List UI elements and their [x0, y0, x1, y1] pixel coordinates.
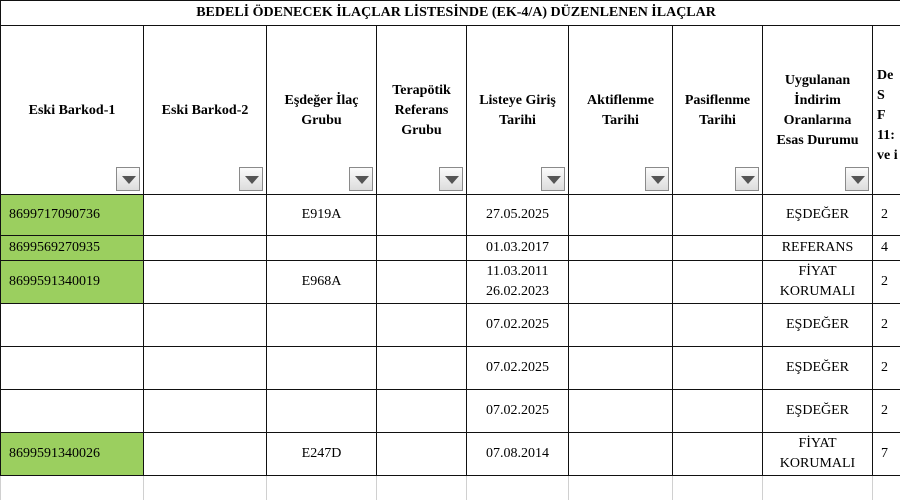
status-cell[interactable]: EŞDEĞER	[763, 195, 873, 236]
active-date-cell[interactable]	[569, 195, 673, 236]
column-header-label: Eski Barkod-1	[28, 103, 116, 118]
group-cell[interactable]	[267, 236, 377, 261]
barcode-1-cell[interactable]	[1, 304, 144, 347]
column-header-label: Terapötik Referans Grubu	[392, 83, 451, 138]
partial-cell[interactable]: 7	[873, 433, 900, 476]
partial-cell[interactable]: 2	[873, 390, 900, 433]
column-header-label: De S F 11: ve i	[877, 68, 898, 163]
barcode-1-cell[interactable]: 8699717090736	[1, 195, 144, 236]
entry-date-cell[interactable]: 07.02.2025	[467, 390, 569, 433]
group-cell[interactable]: E968A	[267, 261, 377, 304]
status-cell[interactable]: EŞDEĞER	[763, 304, 873, 347]
group-cell[interactable]: E919A	[267, 195, 377, 236]
reference-cell[interactable]	[377, 390, 467, 433]
sheet-title: BEDELİ ÖDENECEK İLAÇLAR LİSTESİNDE (EK-4/A) DÜZENLENEN İLAÇLAR	[1, 1, 900, 26]
column-header-indirim-esas-durumu	[763, 26, 873, 195]
table-row	[1, 433, 900, 476]
filter-dropdown-icon[interactable]	[116, 167, 140, 191]
active-date-cell[interactable]	[569, 261, 673, 304]
reference-cell[interactable]	[377, 304, 467, 347]
empty-cell[interactable]	[144, 476, 267, 500]
column-header-terapotik-referans-grubu	[377, 26, 467, 195]
group-cell[interactable]	[267, 347, 377, 390]
barcode-2-cell[interactable]	[144, 304, 267, 347]
partial-cell[interactable]: 2	[873, 261, 900, 304]
empty-cell[interactable]	[467, 476, 569, 500]
barcode-2-cell[interactable]	[144, 261, 267, 304]
column-header-pasiflenme-tarihi	[673, 26, 763, 195]
column-header-partial	[873, 26, 900, 195]
column-header-label: Eşdeğer İlaç Grubu	[284, 93, 359, 128]
empty-cell[interactable]	[873, 476, 900, 500]
filter-dropdown-icon[interactable]	[735, 167, 759, 191]
reference-cell[interactable]	[377, 195, 467, 236]
filter-dropdown-icon[interactable]	[541, 167, 565, 191]
column-header-eski-barkod-1	[1, 26, 144, 195]
column-header-esdeger-ilac-grubu	[267, 26, 377, 195]
column-header-aktiflenme-tarihi	[569, 26, 673, 195]
filter-dropdown-icon[interactable]	[349, 167, 373, 191]
empty-cell[interactable]	[569, 476, 673, 500]
reference-cell[interactable]	[377, 433, 467, 476]
table-row	[1, 347, 900, 390]
partial-cell[interactable]: 2	[873, 195, 900, 236]
barcode-1-cell[interactable]	[1, 390, 144, 433]
passive-date-cell[interactable]	[673, 433, 763, 476]
partial-cell[interactable]: 2	[873, 347, 900, 390]
table-row-empty	[1, 476, 900, 500]
partial-cell[interactable]: 4	[873, 236, 900, 261]
column-header-listeye-giris-tarihi	[467, 26, 569, 195]
active-date-cell[interactable]	[569, 390, 673, 433]
barcode-2-cell[interactable]	[144, 195, 267, 236]
empty-cell[interactable]	[267, 476, 377, 500]
empty-cell[interactable]	[673, 476, 763, 500]
active-date-cell[interactable]	[569, 304, 673, 347]
status-cell[interactable]: REFERANS	[763, 236, 873, 261]
entry-date-cell[interactable]: 01.03.2017	[467, 236, 569, 261]
status-cell[interactable]: EŞDEĞER	[763, 390, 873, 433]
reference-cell[interactable]	[377, 236, 467, 261]
column-header-label: Pasiflenme Tarihi	[684, 93, 751, 128]
barcode-1-cell[interactable]	[1, 347, 144, 390]
status-cell[interactable]: EŞDEĞER	[763, 347, 873, 390]
empty-cell[interactable]	[377, 476, 467, 500]
filter-dropdown-icon[interactable]	[645, 167, 669, 191]
active-date-cell[interactable]	[569, 433, 673, 476]
column-header-label: Listeye Giriş Tarihi	[479, 93, 556, 128]
table-row	[1, 390, 900, 433]
group-cell[interactable]: E247D	[267, 433, 377, 476]
barcode-2-cell[interactable]	[144, 236, 267, 261]
entry-date-cell[interactable]: 07.08.2014	[467, 433, 569, 476]
entry-date-cell[interactable]: 27.05.2025	[467, 195, 569, 236]
column-header-label: Uygulanan İndirim Oranlarına Esas Durumu	[776, 73, 859, 148]
column-header-label: Eski Barkod-2	[161, 103, 249, 118]
group-cell[interactable]	[267, 390, 377, 433]
filter-dropdown-icon[interactable]	[845, 167, 869, 191]
barcode-2-cell[interactable]	[144, 433, 267, 476]
entry-date-cell[interactable]: 07.02.2025	[467, 304, 569, 347]
group-cell[interactable]	[267, 304, 377, 347]
empty-cell[interactable]	[763, 476, 873, 500]
filter-dropdown-icon[interactable]	[239, 167, 263, 191]
reference-cell[interactable]	[377, 261, 467, 304]
entry-date-cell[interactable]: 07.02.2025	[467, 347, 569, 390]
status-cell[interactable]: FİYAT KORUMALI	[763, 433, 873, 476]
passive-date-cell[interactable]	[673, 236, 763, 261]
table-row	[1, 304, 900, 347]
barcode-2-cell[interactable]	[144, 347, 267, 390]
reference-cell[interactable]	[377, 347, 467, 390]
status-cell[interactable]: FİYAT KORUMALI	[763, 261, 873, 304]
active-date-cell[interactable]	[569, 236, 673, 261]
barcode-1-cell[interactable]: 8699591340026	[1, 433, 144, 476]
table-row	[1, 261, 900, 304]
filter-dropdown-icon[interactable]	[439, 167, 463, 191]
partial-cell[interactable]: 2	[873, 304, 900, 347]
column-header-eski-barkod-2	[144, 26, 267, 195]
empty-cell[interactable]	[1, 476, 144, 500]
barcode-1-cell[interactable]: 8699591340019	[1, 261, 144, 304]
table-row	[1, 195, 900, 236]
passive-date-cell[interactable]	[673, 390, 763, 433]
header-row	[1, 26, 900, 195]
table-row	[1, 236, 900, 261]
barcode-2-cell[interactable]	[144, 390, 267, 433]
column-header-label: Aktiflenme Tarihi	[587, 93, 654, 128]
passive-date-cell[interactable]	[673, 304, 763, 347]
active-date-cell[interactable]	[569, 347, 673, 390]
entry-date-cell[interactable]: 11.03.2011 26.02.2023	[467, 261, 569, 304]
passive-date-cell[interactable]	[673, 261, 763, 304]
passive-date-cell[interactable]	[673, 347, 763, 390]
barcode-1-cell[interactable]: 8699569270935	[1, 236, 144, 261]
passive-date-cell[interactable]	[673, 195, 763, 236]
